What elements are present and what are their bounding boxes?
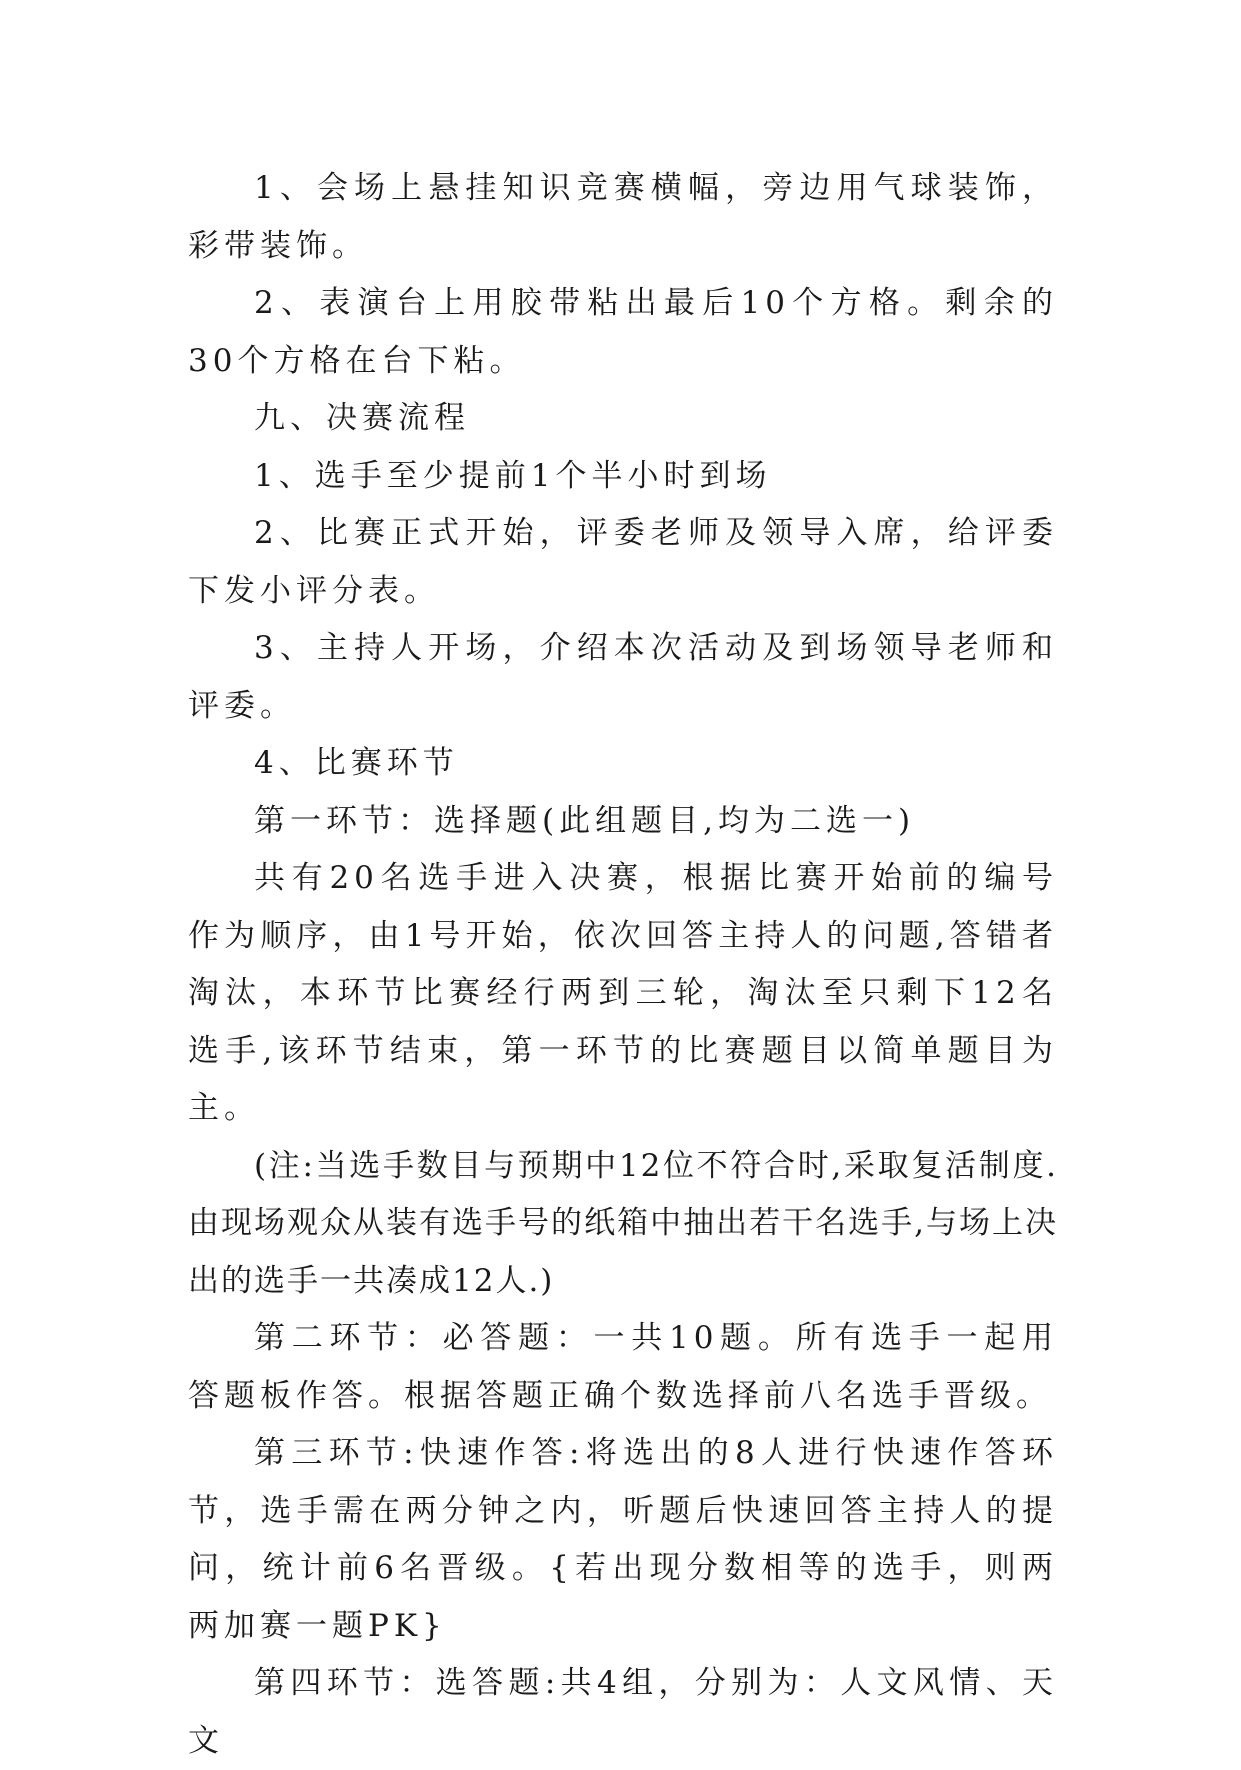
paragraph-decoration-banner: 1、会场上悬挂知识竞赛横幅，旁边用气球装饰，彩带装饰。 bbox=[188, 170, 1058, 264]
paragraph-segment-four: 第四环节：选答题:共4组，分别为：人文风情、天文 bbox=[188, 1665, 1058, 1759]
paragraph-stage-grid: 2、表演台上用胶带粘出最后10个方格。剩余的30个方格在台下粘。 bbox=[188, 285, 1058, 379]
paragraph-segment-one-body: 共有20名选手进入决赛，根据比赛开始前的编号作为顺序，由1号开始，依次回答主持人的问题,答错者淘汰，本环节比赛经行两到三轮，淘汰至只剩下12名选手,该环节结束，第一环节的比赛题目以简单题目为主。 bbox=[188, 860, 1058, 1126]
paragraph-segment-two: 第二环节：必答题：一共10题。所有选手一起用答题板作答。根据答题正确个数选择前八名选手晋级。 bbox=[188, 1320, 1058, 1414]
section-heading-final-process: 九、决赛流程 bbox=[254, 400, 470, 436]
paragraph-segment-one-title: 第一环节：选择题(此组题目,均为二选一) bbox=[254, 802, 916, 839]
paragraph-opening: 2、比赛正式开始，评委老师及领导入席，给评委下发小评分表。 bbox=[188, 515, 1058, 609]
paragraph-segment-three: 第三环节:快速作答:将选出的8人进行快速作答环节，选手需在两分钟之内，听题后快速回答主持人的提问，统计前6名晋级。{若出现分数相等的选手，则两两加赛一题PK} bbox=[188, 1435, 1058, 1644]
paragraph-segments-heading: 4、比赛环节 bbox=[254, 745, 459, 781]
paragraph-note: (注:当选手数目与预期中12位不符合时,采取复活制度.由现场观众从装有选手号的纸箱中抽出若干名选手,与场上决出的选手一共凑成12人.) bbox=[188, 1147, 1058, 1299]
paragraph-arrival: 1、选手至少提前1个半小时到场 bbox=[254, 457, 772, 494]
paragraph-host: 3、主持人开场，介绍本次活动及到场领导老师和评委。 bbox=[188, 630, 1058, 724]
document-page bbox=[188, 160, 1058, 1770]
